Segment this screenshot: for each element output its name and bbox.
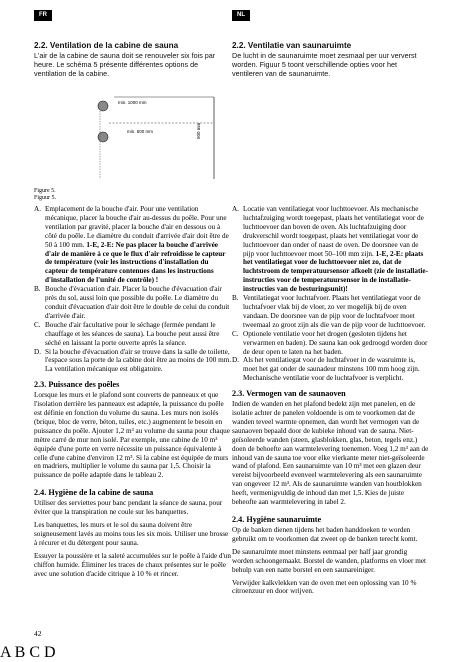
label-D: D <box>44 644 56 661</box>
list-item: C. Bouche d'air facultative pour le séchage (fermée pendant le chauffage et les séances de sauna). La bouche peut aussi être séché en laissant la porte ouverte après la séance. <box>34 320 220 347</box>
fr-body <box>34 205 232 583</box>
fr-s2-title: 2.3. Puissance des poêles <box>34 380 120 390</box>
label-min1000: min. 1000 mm <box>118 100 147 105</box>
list-item: B. Bouche d'évacuation d'air. Placer la bouche d'évacuation d'air près du sol, aussi loin que possible du poêle. Le diamètre du conduit d'évacuation d'air doit être le double de celui du conduit d'arrivée d'air. <box>34 285 230 320</box>
wall-panel <box>0 644 56 661</box>
sauna-cabin <box>0 644 56 661</box>
fan-icon-bottom <box>98 132 108 142</box>
fr-s3-p2: Les banquettes, les murs et le sol du sauna doivent être soigneusement lavés au moins tous les six mois. Utiliser une brosse à récurer et du détergent pour sauna. <box>34 521 229 547</box>
nl-vent-list <box>232 205 430 383</box>
list-item: A. Emplacement de la bouche d'air. Pour une ventilation mécanique, placer la bouche d'air au-dessus du poêle. Pour une ventilation par gravité, placer la bouche d'air en dessous ou à côté du poêle. Le diamètre du conduit d'arrivée d'air doit être de 50 à 100 mm. 1-E, 2-E: Ne pas placer la bouche d'arrivée d'air de manière à ce que le flux d'air refroidisse le capteur de température (voir les instructions d'installation du capteur de température contenues dans les instructions d'installation de l'unité de contrôle) ! <box>34 205 229 285</box>
fr-s3-p3: Essuyer la poussière et la saleté accumulées sur le poêle à l'aide d'un chiffon humide. Éliminer les traces de chaux présentes sur le poêle avec une solution d'acide citrique à 10 % et rincer. <box>34 551 231 578</box>
fr-s3-title: 2.4. Hygiène de la cabine de sauna <box>34 488 154 498</box>
nl-s3-p2: De saunaruimte moet minstens eenmaal per half jaar grondig worden schoongemaakt. Borstel de wanden, platforms en vloer met behulp van een natte borstel en een saunareiniger. <box>232 547 427 574</box>
list-item: B. Ventilatiegat voor luchtafvoer. Plaats het ventilatiegat voor de luchtafvoer vlak bij de vloer, zo ver mogelijk bij de oven vandaan. De doorsnee van de pijp voor de luchtafvoer moet tweemaal zo groot zijn als die van de pijp voor de luchttoevoer. <box>232 294 426 329</box>
list-item: C. Optionele ventilatie voor het drogen (gesloten tijdens het verwarmen en baden). De sauna kan ook gedroogd worden door de deur open te laten na het baden. <box>232 329 428 356</box>
nl-s3-p1: Op de banken dienen tijdens het baden handdoeken te worden gebruikt om te voorkomen dat zweet op de banken terecht komt. <box>232 526 418 543</box>
lang-tab-nl: NL <box>232 10 250 21</box>
elevation-view <box>98 97 214 179</box>
list-item: A. Locatie van ventilatiegat voor luchttoevoer. Als mechanische luchtafzuiging wordt toegepast, plaats het ventilatiegat voor de luchttoevoer dan boven de oven. Als luchtafzuiging door drukverschil wordt toegepast, plaats het ventilatiegat voor de luchttoevoer dan onder of naast de oven. De doorsnee van de pijp voor luchttoevoer moet 50–100 mm zijn. 1-E, 2-E: plaats het ventilatiegat voor de luchttoevoer niet zo, dat de luchtstroom de temperatuursensor afkoelt (zie de installatie-instructies voor de temperatuursensor in de installatie-instructies van de besturingsunit)! <box>232 205 428 294</box>
page-number: 42 <box>34 629 42 638</box>
nl-s2-body: Indien de wanden en het plafond bedekt zijn met panelen, en de isolatie achter de panelen voldoende is om te voorkomen dat de wanden teveel warmte opnemen, dan wordt het vermogen van de saunaoven bepaald door de kubieke inhoud van de sauna. Niet-geïsoleerde wanden (steen, glasblokken, glas, beton, tegels enz.) doen de behoefte aan warmtelevering toenemen. Voeg 1,2 m³ aan de inhoud van de sauna toe voor elke vierkante meter niet-geïsoleerde wand of plafond. Een saunaruimte van 10 m³ met een glazen deur vereist bijvoorbeeld evenveel warmtelevering als een saunaruimte van ongeveer 12 m³. Als de saunaruimte wanden van houtblokken heeft, vermenigvuldig de inhoud dan met 1,5. Kies de juiste beheofte aan warmtelevering in tabel 2. <box>232 400 429 507</box>
lang-tab-fr: FR <box>34 10 52 21</box>
fr-s3-p1: Utiliser des serviettes pour banc pendant la séance de sauna, pour éviter que la transpiration ne coule sur les banquettes. <box>34 499 223 517</box>
figure-caption <box>34 188 56 202</box>
label-C: C <box>29 644 41 661</box>
fr-s1-intro: L'air de la cabine de sauna doit se renouveler six fois par heure. Le schéma 5 présente différentes options de ventilation de la cabine. <box>34 51 216 78</box>
fr-s2-body: Lorsque les murs et le plafond sont couverts de panneaux et que l'isolation derrière les panneaux est adaptée, la puissance du poêle est définie en fonction du volume du sauna. Les murs non isolés (brique, bloc de verre, béton, tuiles, etc.) augmentent le besoin en puissance du poêle. Ajouter 1,2 m³ au volume du sauna pour chaque mètre carré de mur non isolé. Par exemple, une cabine de 10 m³ équipée d'une porte en verre nécessite un puissance équivalente à celle d'une cabine d'environ 12 m³. Si la cabine est équipée de murs en madriers, multiplier le volume du sauna par 1,5. Choisir la puissance de poêle adaptée dans le tableau 2. <box>34 391 230 480</box>
nl-s1-title: 2.2. Ventilatie van saunaruimte <box>232 41 352 50</box>
fr-vent-list <box>34 205 232 374</box>
fr-s1-title: 2.2. Ventilation de la cabine de sauna <box>34 41 179 50</box>
fan-icon-top <box>98 101 108 111</box>
nl-intro <box>232 41 430 83</box>
chimney <box>0 644 56 661</box>
caption-fr: Figure 5. <box>34 188 56 194</box>
list-item: D. Als het ventilatiegat voor de luchtafvoer in de wasruimte is, moet het gat onder de saunadeur minstens 100 mm hoog zijn. Mechanische ventilatie voor de luchtafvoer is verplicht. <box>232 356 420 383</box>
label-min500: min. 500 mm <box>127 129 154 134</box>
label-B: B <box>14 644 26 661</box>
label-500: 500 mm <box>196 122 201 139</box>
nl-s1-intro: De lucht in de saunaruimte moet zesmaal per uur ververst worden. Figuur 5 toont verschillende opties voor het ventileren van de saunaruimte. <box>232 51 417 78</box>
label-A: A <box>0 644 11 661</box>
fr-intro <box>34 41 232 83</box>
heater <box>0 644 56 661</box>
nl-s3-title: 2.4. Hygiëne saunaruimte <box>232 515 322 524</box>
caption-nl: Figuur 5. <box>34 195 57 201</box>
ventilation-diagram <box>34 93 429 179</box>
nl-s2-title: 2.3. Vermogen van de saunaoven <box>232 389 346 399</box>
nl-body <box>232 205 430 600</box>
nl-s3-p3: Verwijder kalkvlekken van de oven met een oplossing van 10 % citroenzuur en door wrijven. <box>232 578 417 596</box>
list-item: D. Si la bouche d'évacuation d'air se trouve dans la salle de toilette, l'espace sous la porte de la cabine doit être au moins de 100 mm. La ventilation mécanique est obligatoire. <box>34 347 232 374</box>
